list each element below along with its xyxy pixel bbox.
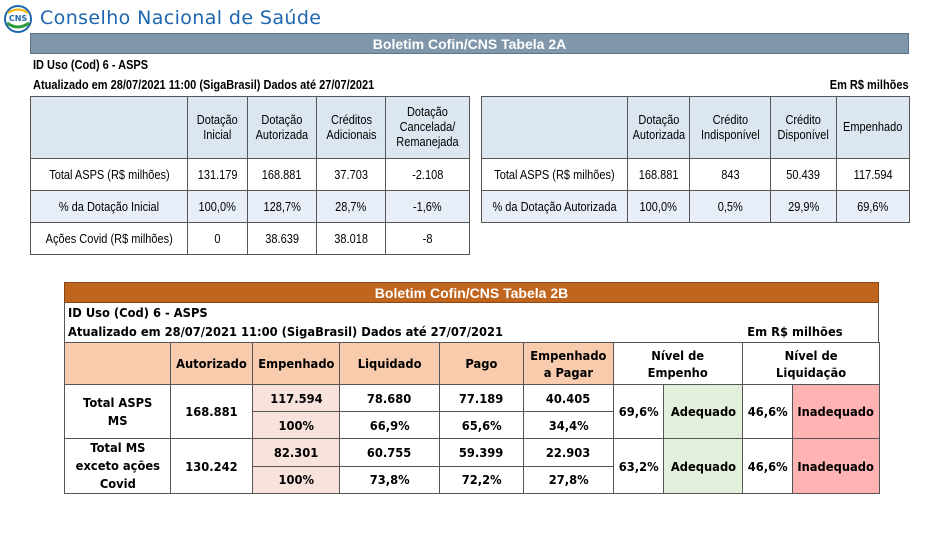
col-header: Dotação Autorizada	[628, 97, 690, 159]
cell-value: 117.594	[853, 167, 893, 182]
col-header: Empenhado	[837, 97, 910, 159]
cell-value: -1,6%	[413, 199, 442, 214]
org-name: Conselho Nacional de Saúde	[40, 7, 322, 29]
table-row	[31, 223, 470, 255]
cell-value: 100,0%	[639, 199, 678, 214]
row-label: % da Dotação Autorizada	[492, 199, 617, 214]
table-2b-id-line: ID Uso (Cod) 6 - ASPS	[68, 305, 208, 320]
col-header: Crédito Disponível	[771, 97, 837, 159]
header-corner	[65, 343, 171, 385]
status-badge: Inadequado	[793, 439, 880, 494]
table-row	[482, 191, 910, 223]
col-header: Dotação Inicial	[188, 97, 248, 159]
table-2a-right	[481, 96, 910, 223]
cell-nivel-liq-pct: 46,6%	[743, 439, 793, 494]
cell-empenhado-pct: 100%	[253, 466, 340, 494]
cell-nivel-empenho-pct: 63,2%	[614, 439, 664, 494]
cell-value: 0,5%	[717, 199, 743, 214]
col-header-pago: Pago	[440, 343, 524, 385]
table-2a-left	[30, 96, 470, 255]
cell-value: 0	[214, 231, 221, 246]
table-2b-updated-line: Atualizado em 28/07/2021 11:00 (SigaBrasil) Dados até 27/07/2021	[68, 324, 504, 339]
header-corner	[31, 97, 188, 159]
cell-value: 50.439	[786, 167, 821, 182]
cell-liquidado: 60.755	[340, 439, 440, 467]
cell-empenhado-a-pagar-pct: 27,8%	[524, 466, 614, 494]
table-row	[65, 439, 880, 467]
col-header: Dotação Cancelada/ Remanejada	[386, 97, 470, 159]
cell-value: 69,6%	[857, 199, 889, 214]
table-row	[31, 159, 470, 191]
table-2a-unit: Em R$ milhões	[830, 78, 909, 92]
cell-value: 38.018	[334, 231, 368, 246]
cell-nivel-empenho-pct: 69,6%	[614, 385, 664, 439]
col-header: Crédito Indisponível	[690, 97, 771, 159]
cell-value: -8	[422, 231, 433, 246]
status-badge: Adequado	[664, 385, 743, 439]
table-2a-title: Boletim Cofin/CNS Tabela 2A	[30, 33, 909, 54]
cns-logo	[3, 4, 33, 34]
col-header-empenhado: Empenhado	[253, 343, 340, 385]
table-2a-updated-line: Atualizado em 28/07/2021 11:00 (SigaBrasil) Dados até 27/07/2021	[33, 78, 375, 92]
col-header-liquidado: Liquidado	[340, 343, 440, 385]
table-2b	[64, 342, 880, 494]
header-corner	[482, 97, 628, 159]
status-badge: Adequado	[664, 439, 743, 494]
col-header-nivel-empenho: Nível de Empenho	[614, 343, 743, 385]
cell-value: 28,7%	[335, 199, 367, 214]
cell-pago: 59.399	[440, 439, 524, 467]
cell-empenhado-a-pagar: 22.903	[524, 439, 614, 467]
row-label: Total MS exceto ações Covid	[65, 439, 171, 494]
cell-empenhado: 117.594	[253, 385, 340, 412]
table-row	[482, 159, 910, 191]
cell-value: 131.179	[197, 167, 238, 182]
cell-pago: 77.189	[440, 385, 524, 412]
table-2a-id-line: ID Uso (Cod) 6 - ASPS	[33, 58, 149, 72]
cell-nivel-liq-pct: 46,6%	[743, 385, 793, 439]
cell-autorizado: 130.242	[171, 439, 253, 494]
table-2b-unit: Em R$ milhões	[747, 324, 843, 339]
cell-pago-pct: 65,6%	[440, 412, 524, 439]
col-header-autorizado: Autorizado	[171, 343, 253, 385]
col-header: Dotação Autorizada	[248, 97, 317, 159]
cell-value: 168.881	[262, 167, 302, 182]
row-label: Ações Covid (R$ milhões)	[45, 231, 173, 246]
cell-pago-pct: 72,2%	[440, 466, 524, 494]
row-label: Total ASPS (R$ milhões)	[494, 167, 615, 182]
cell-empenhado-a-pagar-pct: 34,4%	[524, 412, 614, 439]
cell-value: 843	[720, 167, 740, 182]
cell-empenhado-a-pagar: 40.405	[524, 385, 614, 412]
status-badge: Inadequado	[793, 385, 880, 439]
col-header-empenhado-a-pagar: Empenhado a Pagar	[524, 343, 614, 385]
cell-liquidado-pct: 66,9%	[340, 412, 440, 439]
table-row	[31, 191, 470, 223]
cell-value: -2.108	[411, 167, 444, 182]
cell-value: 100,0%	[198, 199, 237, 214]
table-2b-title: Boletim Cofin/CNS Tabela 2B	[64, 282, 879, 303]
cell-autorizado: 168.881	[171, 385, 253, 439]
cell-value: 37.703	[334, 167, 368, 182]
col-header: Créditos Adicionais	[317, 97, 386, 159]
row-label: Total ASPS (R$ milhões)	[48, 167, 170, 182]
cell-value: 168.881	[638, 167, 679, 182]
table-row	[65, 385, 880, 412]
cell-liquidado-pct: 73,8%	[340, 466, 440, 494]
logo-text: CNS	[8, 14, 28, 23]
cell-value: 38.639	[265, 231, 299, 246]
cell-liquidado: 78.680	[340, 385, 440, 412]
row-label: % da Dotação Inicial	[58, 199, 160, 214]
cell-value: 29,9%	[787, 199, 820, 214]
col-header-nivel-liquidacao: Nível de Liquidação	[743, 343, 880, 385]
cell-empenhado-pct: 100%	[253, 412, 340, 439]
row-label: Total ASPS MS	[65, 385, 171, 439]
cell-empenhado: 82.301	[253, 439, 340, 467]
cell-value: 128,7%	[263, 199, 301, 214]
